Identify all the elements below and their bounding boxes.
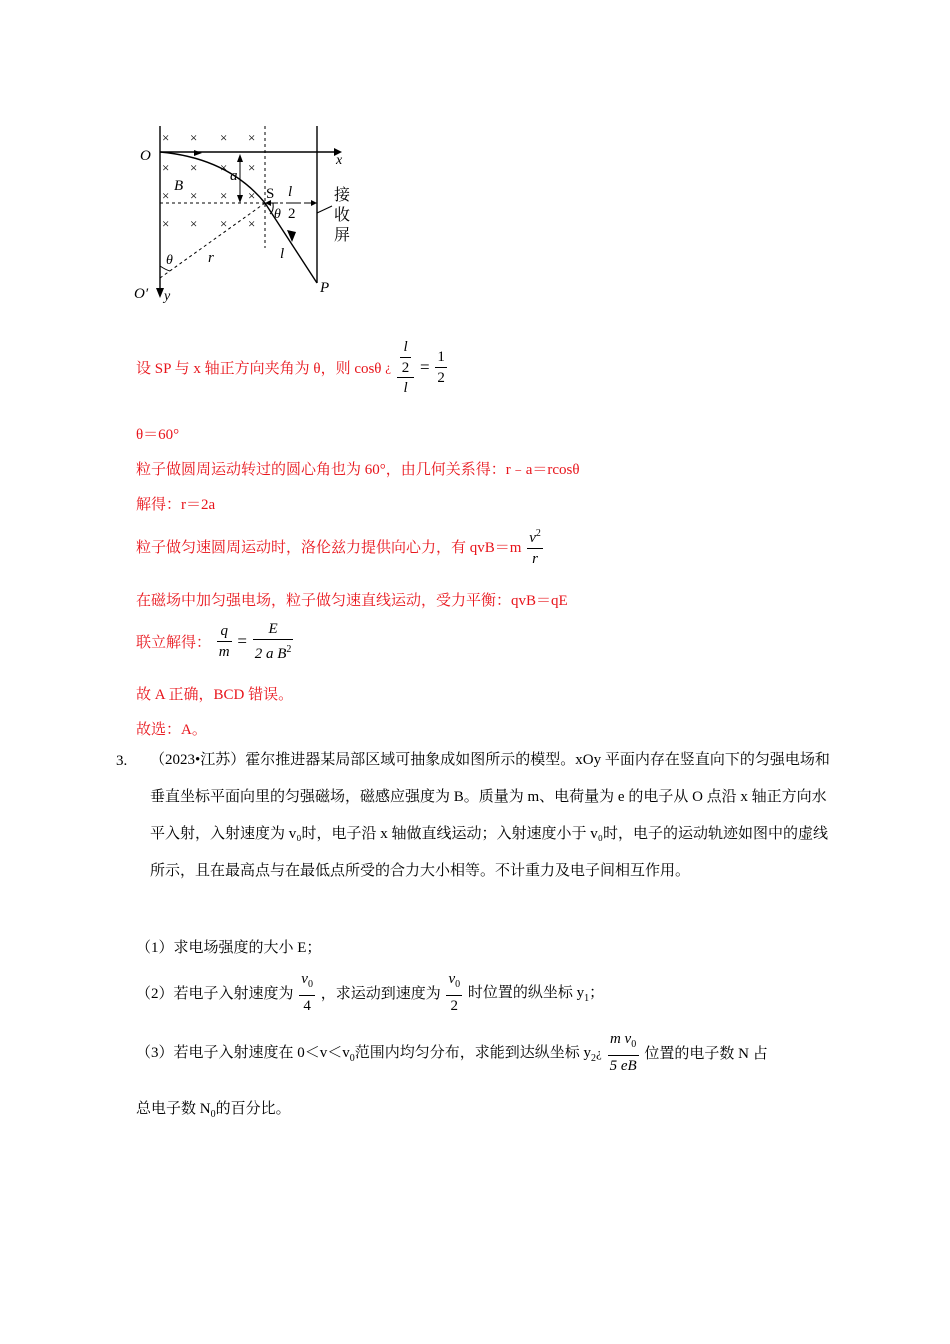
field-cross: × — [220, 216, 228, 231]
label-x-axis: x — [336, 153, 343, 168]
label-two: 2 — [288, 206, 296, 222]
field-cross: × — [220, 160, 228, 175]
label-a: a — [230, 168, 238, 184]
solution-line-2: θ＝60° — [136, 427, 180, 443]
field-cross: × — [190, 188, 198, 203]
fraction-mv0-over-5eb — [608, 1030, 639, 1075]
question-part-3 — [136, 1030, 768, 1075]
label-receiver-2: 收 — [334, 207, 351, 224]
equals-sign: = — [420, 357, 430, 377]
solution-text: 粒子做匀速圆周运动时，洛伦兹力提供向心力，有 qvB＝m — [136, 540, 522, 556]
label-p: P — [320, 280, 330, 296]
label-theta-o: θ — [166, 253, 173, 268]
field-cross: × — [190, 216, 198, 231]
part-text: （2）若电子入射速度为 — [136, 986, 294, 1002]
frac-den: 5 eB — [609, 1058, 637, 1074]
fraction-v2-over-r — [527, 525, 543, 568]
frac-den: 2 a B — [254, 646, 287, 662]
label-l-top: l — [288, 184, 293, 200]
part-sub: 0 — [349, 1053, 355, 1064]
field-cross: × — [248, 216, 256, 231]
solution-text: 联立解得： — [136, 635, 212, 651]
physics-diagram — [128, 118, 368, 318]
frac-num: v — [448, 971, 456, 987]
field-cross: × — [190, 160, 198, 175]
fraction-e-over-2ab2 — [253, 620, 294, 663]
solution-line-5 — [136, 525, 545, 568]
fraction-one-half — [435, 348, 447, 387]
frac-den: m — [218, 644, 230, 660]
label-receiver-1: 接 — [334, 187, 351, 204]
part-text: 位置的电子数 N 占 — [644, 1046, 768, 1062]
label-origin: O — [140, 148, 151, 164]
label-l-path: l — [280, 246, 285, 262]
part-glyph: ¿ — [596, 1045, 602, 1060]
part-sub: 0 — [210, 1109, 216, 1120]
label-y-axis: y — [164, 289, 171, 304]
field-cross: × — [190, 130, 198, 145]
solution-line-3: 粒子做圆周运动转过的圆心角也为 60°，由几何关系得：r﹣a＝rcosθ — [136, 462, 580, 478]
frac-den: 4 — [303, 998, 311, 1014]
field-cross: × — [162, 188, 170, 203]
frac-den: 2 — [450, 998, 459, 1014]
frac-num: v — [529, 530, 536, 546]
part-sub: 1 — [584, 993, 590, 1004]
frac-sup: 2 — [286, 644, 292, 655]
fraction-l2-over-l — [397, 338, 415, 397]
frac-den: 2 — [401, 360, 410, 376]
solution-line-7 — [136, 620, 295, 663]
label-s: S — [266, 186, 275, 202]
frac-num: 1 — [435, 348, 447, 368]
field-cross: × — [162, 130, 170, 145]
part-sub: 2 — [591, 1053, 597, 1064]
solution-line-9: 故选：A。 — [136, 722, 207, 738]
frac-num: l — [400, 338, 412, 358]
solution-line-1 — [136, 338, 449, 397]
label-receiver-3: 屏 — [334, 227, 351, 244]
label-theta-s: θ — [274, 207, 281, 222]
field-cross: × — [248, 130, 256, 145]
field-cross: × — [220, 130, 228, 145]
field-cross: × — [162, 160, 170, 175]
part-text: （3）若电子入射速度在 0＜v＜v — [136, 1045, 350, 1061]
frac-den: 2 — [437, 370, 445, 386]
frac-den: r — [532, 551, 538, 567]
frac-sub: 0 — [455, 979, 461, 990]
solution-glyph: ¿ — [385, 359, 392, 375]
label-field-b: B — [174, 178, 184, 194]
part-text: 时位置的纵坐标 y — [467, 985, 585, 1001]
frac-num: E — [253, 620, 294, 640]
frac-sub: 0 — [307, 979, 313, 990]
solution-line-8: 故 A 正确，BCD 错误。 — [136, 687, 294, 703]
part-text: ； — [589, 985, 605, 1001]
part-text: 范围内均匀分布，求能到达纵坐标 y — [354, 1045, 592, 1061]
solution-text: 设 SP 与 x 轴正方向夹角为 θ，则 cosθ — [136, 361, 382, 377]
question-number: 3. — [116, 753, 128, 769]
part-text: 总电子数 N — [136, 1101, 211, 1117]
label-r: r — [208, 250, 214, 266]
solution-line-6: 在磁场中加匀强电场，粒子做匀速直线运动，受力平衡：qvB＝qE — [136, 593, 568, 609]
frac-num: m v — [609, 1031, 632, 1047]
frac-sup: 2 — [535, 528, 541, 539]
frac-den: l — [403, 380, 408, 396]
equals-sign: = — [237, 631, 247, 651]
question-part-2 — [136, 970, 604, 1015]
question-part-1: （1）求电场强度的大小 E； — [136, 940, 322, 956]
label-o-prime: O′ — [134, 286, 149, 302]
fraction-q-over-m — [217, 622, 232, 661]
fraction-v0-over-2 — [446, 970, 462, 1015]
frac-num: v — [301, 971, 308, 987]
question-part-3-cont — [136, 1097, 291, 1120]
part-text: 的百分比。 — [215, 1101, 291, 1117]
fraction-v0-over-4 — [299, 970, 315, 1015]
field-cross: × — [220, 188, 228, 203]
question-body: （2023•江苏）霍尔推进器某局部区域可抽象成如图所示的模型。xOy 平面内存在竖直向下的匀强电场和垂直坐标平面向里的匀强磁场，磁感应强度为 B。质量为 m、电荷量为 e 的电子从 O 点沿 x 轴正方向水平入射，入射速度为 v₀时，电子沿 x 轴做直线运动；入射速度小于 v₀时，电子的运动轨迹如图中的虚线所示，且在最高点与在最低点所受的合力大小相等。不计重力及电子间相互作用。 — [150, 752, 830, 879]
field-cross: × — [162, 216, 170, 231]
field-cross: × — [248, 188, 256, 203]
frac-sub: 0 — [631, 1039, 637, 1050]
field-cross: × — [248, 160, 256, 175]
part-text: ，求运动到速度为 — [320, 986, 441, 1002]
frac-num: q — [217, 622, 232, 642]
solution-line-4: 解得：r＝2a — [136, 497, 216, 513]
